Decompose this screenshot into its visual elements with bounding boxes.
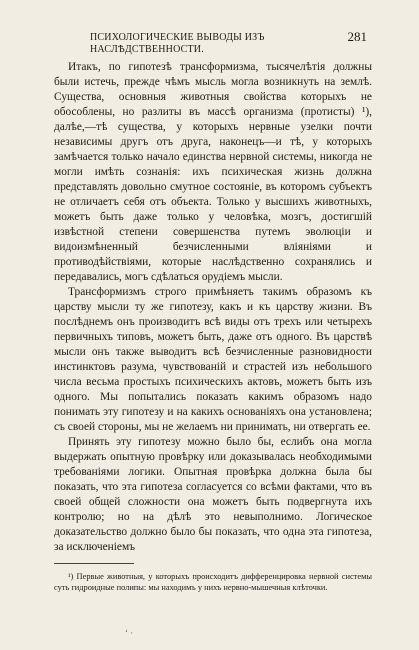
running-head: ПСИХОЛОГИЧЕСКИЕ ВЫВОДЫ ИЗЪ НАСЛѢДСТВЕННОСТИ. [90,32,265,55]
footnote: ¹) Первые животныя, у которыхъ происходитъ дифференцировка нервной системы суть гидроидные полипы: мы находимъ у нихъ нервно-мышечныя клѣточки. [54,572,372,592]
body-text [54,60,372,555]
page-number: 281 [347,29,367,44]
paragraph: Принять эту гипотезу можно было бы, еслибъ она могла выдержать опытную провѣрку или доказывалась необходимыми требованіями логики. Опытная провѣрка должна была бы показать, что эта гипотеза согласуется со всѣми фактами, что въ своей общей сложности она можетъ быть подвергнута ихъ контролю; но на дѣлѣ это невыполнимо. Логическое доказательство должно было бы показать, что одна эта гипотеза, за исключеніемъ [54,436,372,553]
page-stain: ʻ · [125,628,134,638]
paragraph: Итакъ, по гипотезѣ трансформизма, тысячелѣтія должны были истечь, прежде чѣмъ мысль могла возникнуть на землѣ. Существа, основныя животныя свойства которыхъ не обособлены, но разлиты въ массѣ организма (протисты) ¹), далѣе,—тѣ существа, у которыхъ нервные узелки почти независимы другъ отъ друга, наконецъ—и тѣ, у которыхъ замѣчается только начало единства нервной системы, никогда не могли имѣть сознанія: ихъ психическая жизнь должна представлять довольно смутное состояніе, въ которомъ субъектъ не отличаетъ себя отъ объекта. Только у высшихъ животныхъ, можетъ быть даже только у человѣка, мозгъ, достигшій извѣстной степени совершенства путемъ эволюціи и видоизмѣненный безчисленными вліяніями и противодѣйствіями, которые наслѣдственно сохранялись и передавались, могъ сдѣлаться орудіемъ мысли. [54,61,372,283]
paragraph: Трансформизмъ строго примѣняетъ такимъ образомъ къ царству мысли ту же гипотезу, какъ и къ царству жизни. Въ послѣднемъ онъ производитъ всѣ виды отъ трехъ или четырехъ первичныхъ типовъ, можетъ быть, даже отъ одного. Въ царствѣ мысли онъ также выводитъ всѣ безчисленные разновидности инстинктовъ разума, чувствованій и страстей изъ небольшого числа весьма простыхъ психическихъ актовъ, можетъ быть изъ одного. Мы попытались показать какимъ образомъ надо понимать эту гипотезу и на какихъ основаніяхъ она установлена; съ своей стороны, мы не желаемъ ни принимать, ни отвергать ее. [54,286,372,433]
footnote-rule [54,563,134,564]
